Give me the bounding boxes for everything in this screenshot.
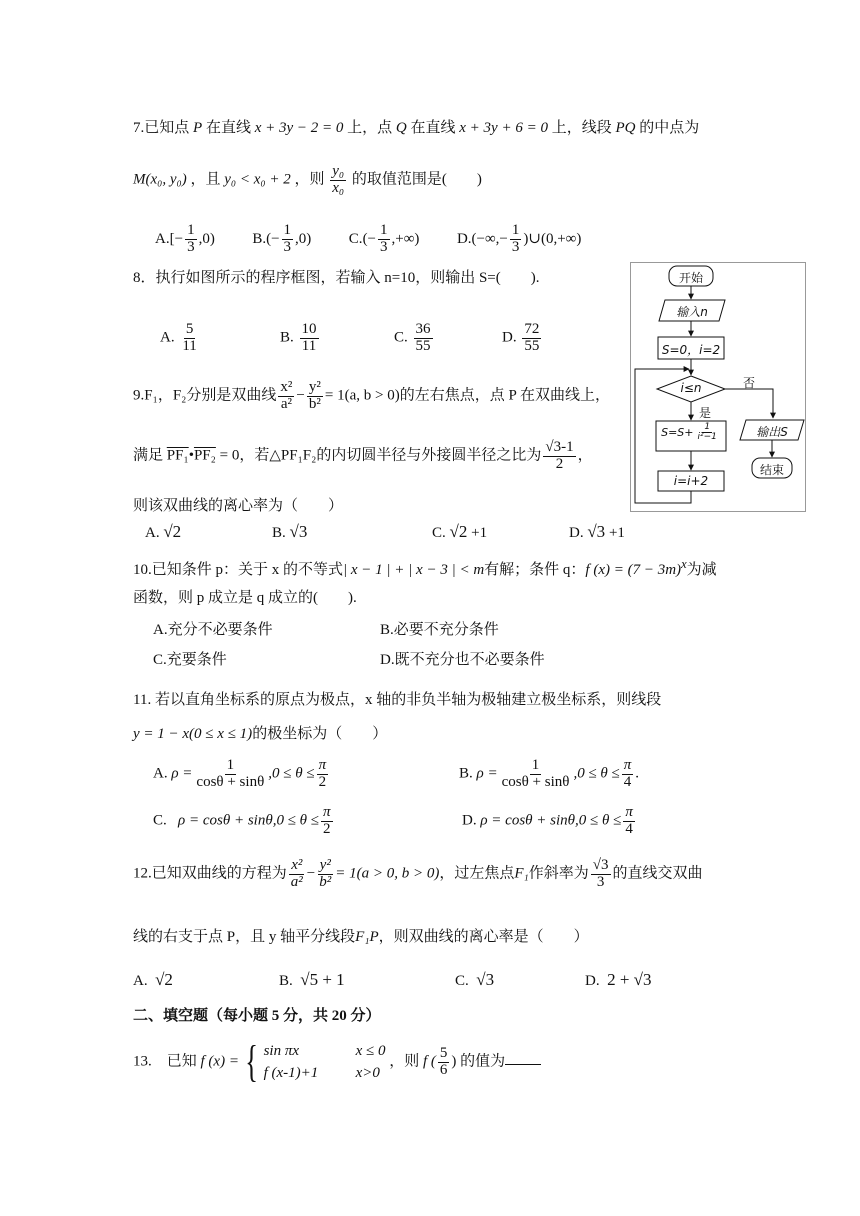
flowchart-init: S=0，i=2 <box>661 343 721 357</box>
q11-option-c[interactable]: C. ρ = cosθ + sinθ,0 ≤ θ ≤ $\frac{\pi}{2}$ <box>153 804 331 837</box>
q12-line1: 12.已知双曲线的方程为 $\frac{\text{x²}}{\text{a²}}$ − $\frac{\text{y²}}{\text{b²}}$ = 1(a > 0, b > 0)，过左焦点F₁作斜率为 $\frac{√3}{3}$ 的直线交双曲 <box>133 857 703 890</box>
q9-option-b[interactable]: B. √3 <box>272 522 308 541</box>
q10-line2: 函数，则 p 成立是 q 成立的( ). <box>133 590 357 606</box>
q10-option-d[interactable]: D.既不充分也不必要条件 <box>380 652 545 668</box>
flowchart-incr: i=i+2 <box>673 474 709 488</box>
q11-line1: 11. 若以直角坐标系的原点为极点，x 轴的非负半轴为极轴建立极坐标系，则线段 <box>133 692 662 708</box>
q13-brace: { <box>244 1037 258 1086</box>
flowchart-input: 输入n <box>676 305 708 319</box>
q9-line3: 则该双曲线的离心率为（ ） <box>133 498 344 514</box>
q12-line2: 线的右支于点 P，且 y 轴平分线段F₁P，则双曲线的离心率是（ ） <box>133 929 589 945</box>
section-heading: 二、填空题（每小题 5 分，共 20 分） <box>133 1008 381 1024</box>
q8-option-a[interactable]: A. $\frac{5}{11}$ <box>160 321 197 354</box>
q10-option-a[interactable]: A.充分不必要条件 <box>153 622 273 638</box>
q13-line: 13. 已知 f (x) = { sin πx x ≤ 0 f (x-1)+1 x>0 ，则 f ( $\frac{5}{6}$ ) 的值为 <box>133 1040 541 1084</box>
q12-option-c[interactable]: C. √3 <box>455 970 495 989</box>
q9-option-c[interactable]: C. √2 +1 <box>432 522 488 541</box>
q9-option-a[interactable]: A. √2 <box>145 522 182 541</box>
q8-option-d[interactable]: D. $\frac{72}{55}$ <box>502 321 540 354</box>
q12-option-d[interactable]: D. 2 + √3 <box>585 970 652 989</box>
q7-line1: 7.已知点 P 在直线 x + 3y − 2 = 0 上，点 Q 在直线 x + 3y + 6 = 0 上，线段 PQ 的中点为 <box>133 120 700 136</box>
q12-option-a[interactable]: A. √2 <box>133 970 173 989</box>
q7-option-a[interactable]: A.[− $\frac{1}{3}$ ,0) <box>155 222 215 255</box>
flowchart-output: 输出S <box>756 425 788 439</box>
q8-option-b[interactable]: B. $\frac{10}{11}$ <box>280 321 317 354</box>
q11-option-a[interactable]: A. ρ = $\frac{1}{\cos\theta + \sin\theta}$ ,0 ≤ θ ≤ $\frac{\pi}{2}$ <box>153 757 327 790</box>
q13-piecewise: sin πx x ≤ 0 f (x-1)+1 x>0 <box>263 1043 386 1081</box>
q11-option-b[interactable]: B. ρ = $\frac{1}{\cos\theta + \sin\theta}$ ,0 ≤ θ ≤ $\frac{\pi}{4}$ . <box>459 757 640 790</box>
q7-line2: M(x₀, y₀) ，且 y₀ < x₀ + 2 ，则 $\frac{\text{y₀}}{\text{x₀}}$ 的取值范围是( ) <box>133 163 482 196</box>
flowchart-end: 结束 <box>759 463 784 477</box>
q8-option-c[interactable]: C. $\frac{36}{55}$ <box>394 321 431 354</box>
q13-answer-blank[interactable] <box>505 1050 541 1065</box>
flowchart-body: S=S+ $\frac{1}{\text{i²−1}}$ <box>661 422 717 443</box>
q7-options <box>155 223 581 256</box>
q9-line2: 满足 PF₁•PF₂ = 0，若△PF₁F₂的内切圆半径与外接圆半径之比为 $\frac{√3-1}{2}$ ， <box>133 439 593 472</box>
q7-option-c[interactable]: C.(− $\frac{1}{3}$ ,+∞) <box>348 222 420 255</box>
q9-line1: 9.F₁，F₂分别是双曲线 $\frac{\text{x²}}{\text{a²}}$ − $\frac{\text{y²}}{\text{b²}}$ = 1(a, b > 0)的左右焦点，点 P 在双曲线上， <box>133 379 610 412</box>
q9-option-d[interactable]: D. √3 +1 <box>569 522 625 541</box>
q10-line1: 10.已知条件 p：关于 x 的不等式| x − 1 | + | x − 3 | < m有解；条件 q：f $(x) = (7 - 3m)^x$为减 <box>133 557 717 578</box>
q11-line2: y = 1 − x(0 ≤ x ≤ 1)的极坐标为（ ） <box>133 726 388 742</box>
q12-option-b[interactable]: B. √5 + 1 <box>279 970 345 989</box>
flowchart-no: 否 <box>742 376 755 390</box>
q11-option-d[interactable]: D. ρ = cosθ + sinθ,0 ≤ θ ≤ $\frac{\pi}{4}$ <box>462 804 633 837</box>
flowchart-start: 开始 <box>678 271 703 285</box>
q10-option-c[interactable]: C.充要条件 <box>153 652 227 668</box>
flowchart-yes: 是 <box>698 406 711 420</box>
q10-option-b[interactable]: B.必要不充分条件 <box>380 622 499 638</box>
flowchart <box>630 262 806 512</box>
q8-stem: 8．执行如图所示的程序框图，若输入 n=10，则输出 S=( ). <box>133 270 540 286</box>
flowchart-condition: i≤n <box>680 381 702 395</box>
q7-option-d[interactable]: D.(−∞,− $\frac{1}{3}$ )∪(0,+∞) <box>456 222 582 255</box>
q7-option-b[interactable]: B.(− $\frac{1}{3}$ ,0) <box>252 222 312 255</box>
q7-fraction: $\frac{\text{y₀}}{\text{x₀}}$ <box>332 163 345 196</box>
